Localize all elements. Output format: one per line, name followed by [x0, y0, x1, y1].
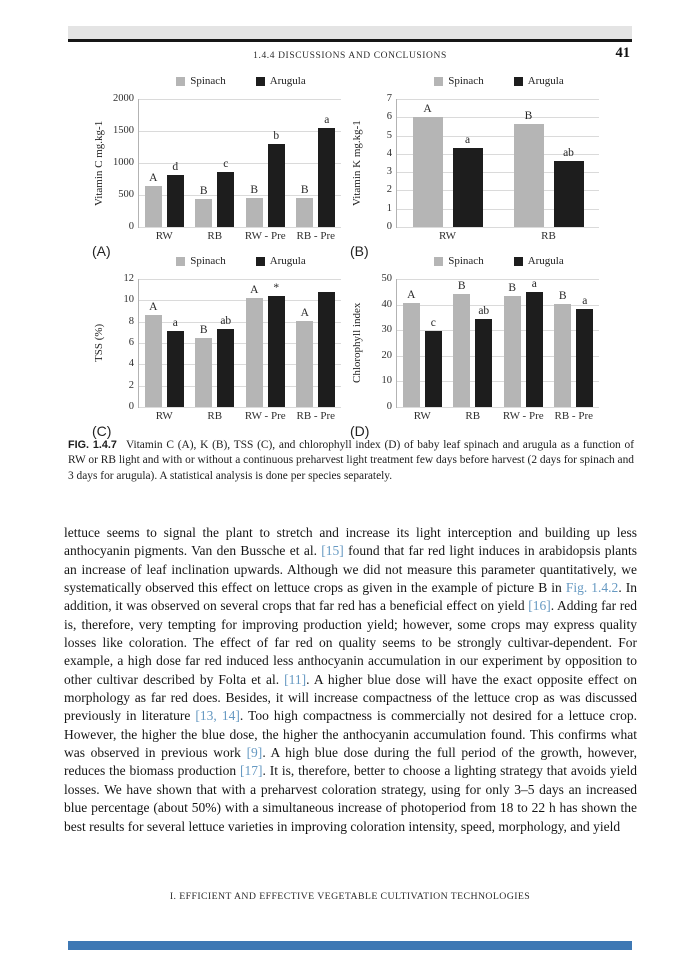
- arugula-swatch-icon: [256, 257, 265, 266]
- chart-panel-c: [92, 255, 350, 439]
- y-tick-label: 0: [128, 401, 134, 412]
- y-tick-label: 2000: [113, 93, 134, 104]
- bar-spinach: [504, 296, 521, 407]
- body-text: . In addition, it was observed on several crops that far red has a beneficial effect on yield: [64, 580, 637, 614]
- bar-spinach: [514, 124, 544, 227]
- bar-arugula: [475, 319, 492, 407]
- citation-link[interactable]: [16]: [528, 598, 551, 614]
- y-tick-label: 0: [386, 221, 392, 232]
- arugula-swatch-icon: [514, 77, 523, 86]
- spinach-swatch-icon: [434, 257, 443, 266]
- significance-letter: B: [524, 109, 533, 122]
- legend-item: [434, 255, 483, 267]
- significance-letter: ab: [478, 305, 490, 318]
- bar-spinach: [195, 338, 212, 407]
- significance-letter: a: [531, 277, 537, 290]
- bar-arugula: [526, 292, 543, 407]
- gridline: [397, 227, 599, 228]
- y-tick-label: 6: [128, 337, 134, 348]
- significance-letter: A: [300, 306, 309, 319]
- y-tick-label: 10: [381, 375, 392, 387]
- body-text: . Adding far red is, therefore, very tempting for improving production yield; however, some crops may express quality losses like coloration. The effect of far red on quality seems to be strongly cultivar-dependent. For example, a high dose far red induced less anthocyanin accumulation in our experiment by opposition to other cultivar described by Folta et al.: [64, 598, 637, 687]
- plot-area: [386, 93, 599, 242]
- arugula-swatch-icon: [514, 257, 523, 266]
- legend-label: Arugula: [269, 75, 306, 87]
- bar-arugula: [425, 331, 442, 407]
- figure-caption-label: FIG. 1.4.7: [68, 439, 117, 451]
- bar-spinach: [413, 117, 443, 227]
- bar-arugula: [453, 148, 483, 227]
- y-tick-label: 500: [118, 189, 134, 200]
- x-tick-label: RB: [207, 410, 223, 422]
- chart-legend: [138, 75, 344, 87]
- y-tick-label: 5: [386, 129, 392, 141]
- body-text: lettuce seems to signal the plant to stretch and increase its light interception and building up less anthocyanin pigments. Van den Bussche et al.: [64, 525, 637, 559]
- bar-arugula: [167, 331, 184, 407]
- legend-label: Spinach: [448, 75, 484, 87]
- x-tick-label: RW - Pre: [244, 410, 286, 422]
- bar-spinach: [246, 198, 263, 227]
- figure-caption-text: Vitamin C (A), K (B), TSS (C), and chlorophyll index (D) of baby leaf spinach and arugula as a function of RW or RB light and with or without a continuous preharvest light treatment few days before harvest (2 days for spinach and 3 days for arugula). A statistical analysis is done per species separately.: [68, 439, 634, 482]
- y-tick-label: 3: [386, 166, 392, 178]
- y-tick-label: 1000: [113, 157, 134, 168]
- significance-letter: c: [430, 317, 436, 330]
- legend-label: Arugula: [527, 75, 564, 87]
- y-tick-label: 4: [386, 147, 392, 159]
- running-footer: I. EFFICIENT AND EFFECTIVE VEGETABLE CULTIVATION TECHNOLOGIES: [169, 891, 531, 902]
- y-tick-label: 10: [123, 294, 134, 306]
- y-axis-title: TSS (%): [93, 323, 105, 363]
- bar-arugula: [318, 128, 335, 227]
- significance-letter: A: [423, 103, 432, 116]
- citation-link[interactable]: [17]: [239, 763, 263, 779]
- legend-item: [256, 255, 306, 267]
- x-tick-label: RW: [155, 230, 173, 242]
- y-tick-label: 4: [128, 358, 134, 370]
- y-tick-label: 1500: [113, 125, 134, 136]
- body-text: . A high blue dose during the full period of the growth, however, reduces the biomass production: [64, 745, 637, 779]
- x-tick-label: RW - Pre: [244, 230, 286, 242]
- plot-area: [123, 273, 341, 422]
- bar-arugula: [318, 292, 335, 407]
- x-tick-label: RW - Pre: [502, 410, 544, 422]
- figure-caption: [68, 438, 634, 484]
- legend-item: [256, 75, 306, 87]
- gridline: [139, 227, 341, 228]
- panel-letter: (A): [92, 243, 111, 259]
- gridline: [139, 300, 341, 301]
- body-text: . A higher blue dose will have the exact opposite effect on morphology as far red does. Besides, it will increase compactness of the lettuce crop as was discussed previously in literature: [64, 671, 637, 724]
- legend-label: Arugula: [269, 255, 306, 267]
- y-tick-label: 2: [386, 184, 392, 196]
- gridline: [397, 99, 599, 100]
- bar-arugula: [268, 296, 285, 407]
- significance-letter: a: [324, 113, 330, 126]
- significance-letter: ab: [220, 315, 232, 328]
- bar-spinach: [296, 198, 313, 227]
- significance-letter: B: [457, 279, 466, 292]
- significance-letter: A: [250, 284, 259, 297]
- legend-label: Arugula: [527, 255, 564, 267]
- gridline: [139, 279, 341, 280]
- spinach-swatch-icon: [434, 77, 443, 86]
- y-tick-label: 30: [381, 324, 392, 336]
- significance-letter: B: [300, 184, 309, 197]
- citation-link[interactable]: [15]: [321, 543, 344, 559]
- citation-link[interactable]: [11]: [284, 671, 307, 687]
- significance-letter: b: [273, 130, 280, 143]
- significance-letter: B: [508, 281, 517, 294]
- x-tick-label: RB - Pre: [296, 410, 335, 422]
- y-tick-label: 6: [386, 111, 392, 123]
- significance-letter: c: [223, 157, 229, 170]
- legend-item: [176, 75, 225, 87]
- x-tick-label: RB: [207, 230, 223, 242]
- page-top-rule: [68, 26, 632, 42]
- x-tick-label: RW: [438, 230, 457, 242]
- significance-letter: B: [199, 323, 208, 336]
- x-tick-label: RB - Pre: [554, 410, 593, 422]
- gridline: [139, 99, 341, 100]
- legend-item: [514, 255, 564, 267]
- significance-letter: A: [149, 172, 158, 185]
- y-tick-label: 20: [381, 349, 392, 361]
- legend-item: [176, 255, 225, 267]
- citation-link[interactable]: [9]: [246, 745, 263, 761]
- significance-letter: d: [172, 160, 179, 173]
- chart-panel-d: [350, 255, 608, 439]
- significance-letter: a: [582, 294, 588, 307]
- significance-letter: ab: [563, 147, 574, 160]
- body-text: . Too high compactness is commercially not desired for a lettuce crop. However, the higher the blue dose, the higher the anthocyanin accumulation found. This confirms what was observed in previous work: [64, 708, 637, 761]
- significance-letter: B: [199, 184, 208, 197]
- gridline: [139, 407, 341, 408]
- bar-arugula: [167, 175, 184, 227]
- x-tick-label: RB: [541, 230, 556, 242]
- y-axis-title: Vitamin K mg.kg-1: [351, 120, 363, 206]
- legend-label: Spinach: [190, 75, 226, 87]
- chart-legend: [138, 255, 344, 267]
- y-tick-label: 0: [386, 401, 392, 412]
- bar-arugula: [217, 172, 234, 227]
- chart-panel-a: [92, 75, 350, 259]
- bar-arugula: [217, 329, 234, 407]
- chart-panel-b: [350, 75, 608, 259]
- spinach-swatch-icon: [176, 257, 185, 266]
- gridline: [397, 279, 599, 280]
- legend-label: Spinach: [448, 255, 484, 267]
- chart-legend: [396, 255, 602, 267]
- legend-item: [514, 75, 564, 87]
- y-tick-label: 0: [128, 221, 134, 232]
- plot-area: [113, 93, 341, 242]
- plot-area: [381, 273, 599, 422]
- panel-letter: (C): [92, 423, 112, 439]
- y-tick-label: 2: [128, 379, 134, 391]
- page-number: 41: [615, 45, 630, 61]
- gridline: [139, 131, 341, 132]
- bar-spinach: [554, 304, 571, 407]
- running-head: 1.4.4 DISCUSSIONS AND CONCLUSIONS: [253, 51, 447, 61]
- gridline: [397, 407, 599, 408]
- y-tick-label: 40: [381, 298, 392, 310]
- bar-arugula: [268, 144, 285, 227]
- significance-letter: a: [172, 317, 178, 330]
- citation-link[interactable]: [13, 14]: [195, 708, 240, 724]
- spinach-swatch-icon: [176, 77, 185, 86]
- y-tick-label: 1: [386, 202, 392, 214]
- bar-spinach: [145, 186, 162, 227]
- significance-letter: B: [558, 289, 567, 302]
- legend-label: Spinach: [190, 255, 226, 267]
- significance-letter: A: [407, 288, 416, 301]
- bar-spinach: [246, 298, 263, 407]
- bar-arugula: [576, 309, 593, 407]
- panel-letter: (D): [350, 423, 370, 439]
- body-text: . It is, therefore, better to choose a lighting strategy that avoids yield losses. We have shown that with a preharvest coloration strategy, using for only 3–5 days an increased blue percentage (about 50%) with a simultaneous increase of photoperiod from 18 to 22 h has shown the best results for several lettuce varieties in improving coloration intensity, speed, morphology, and yield: [64, 763, 637, 834]
- x-tick-label: RB: [465, 410, 481, 422]
- viewer-progress-bar[interactable]: [68, 941, 632, 950]
- body-text: found that far red light induces in arabidopsis plants an increase of leaf inclination upwards. Although we did not measure this parameter quantitatively, we systematically observed this effect on lettuce crops as given in the example of picture B in: [64, 543, 637, 596]
- x-tick-label: RW: [155, 410, 173, 422]
- significance-letter: a: [464, 134, 471, 147]
- chart-legend: [396, 75, 602, 87]
- significance-letter: *: [273, 282, 280, 295]
- panel-letter: (B): [350, 243, 369, 259]
- bar-spinach: [195, 199, 212, 227]
- y-tick-label: 8: [128, 315, 134, 327]
- y-tick-label: 7: [386, 93, 392, 104]
- x-tick-label: RW: [413, 410, 431, 422]
- bar-spinach: [296, 321, 313, 407]
- citation-link[interactable]: Fig. 1.4.2: [565, 580, 619, 596]
- legend-item: [434, 75, 483, 87]
- significance-letter: A: [149, 301, 158, 314]
- x-tick-label: RB - Pre: [296, 230, 335, 242]
- y-axis-title: Chlorophyll index: [351, 302, 363, 384]
- y-tick-label: 50: [381, 273, 392, 284]
- significance-letter: B: [250, 183, 259, 196]
- arugula-swatch-icon: [256, 77, 265, 86]
- body-paragraph: [64, 524, 637, 836]
- y-axis-title: Vitamin C mg.kg-1: [93, 120, 105, 206]
- y-tick-label: 12: [123, 273, 134, 284]
- bar-arugula: [554, 161, 584, 227]
